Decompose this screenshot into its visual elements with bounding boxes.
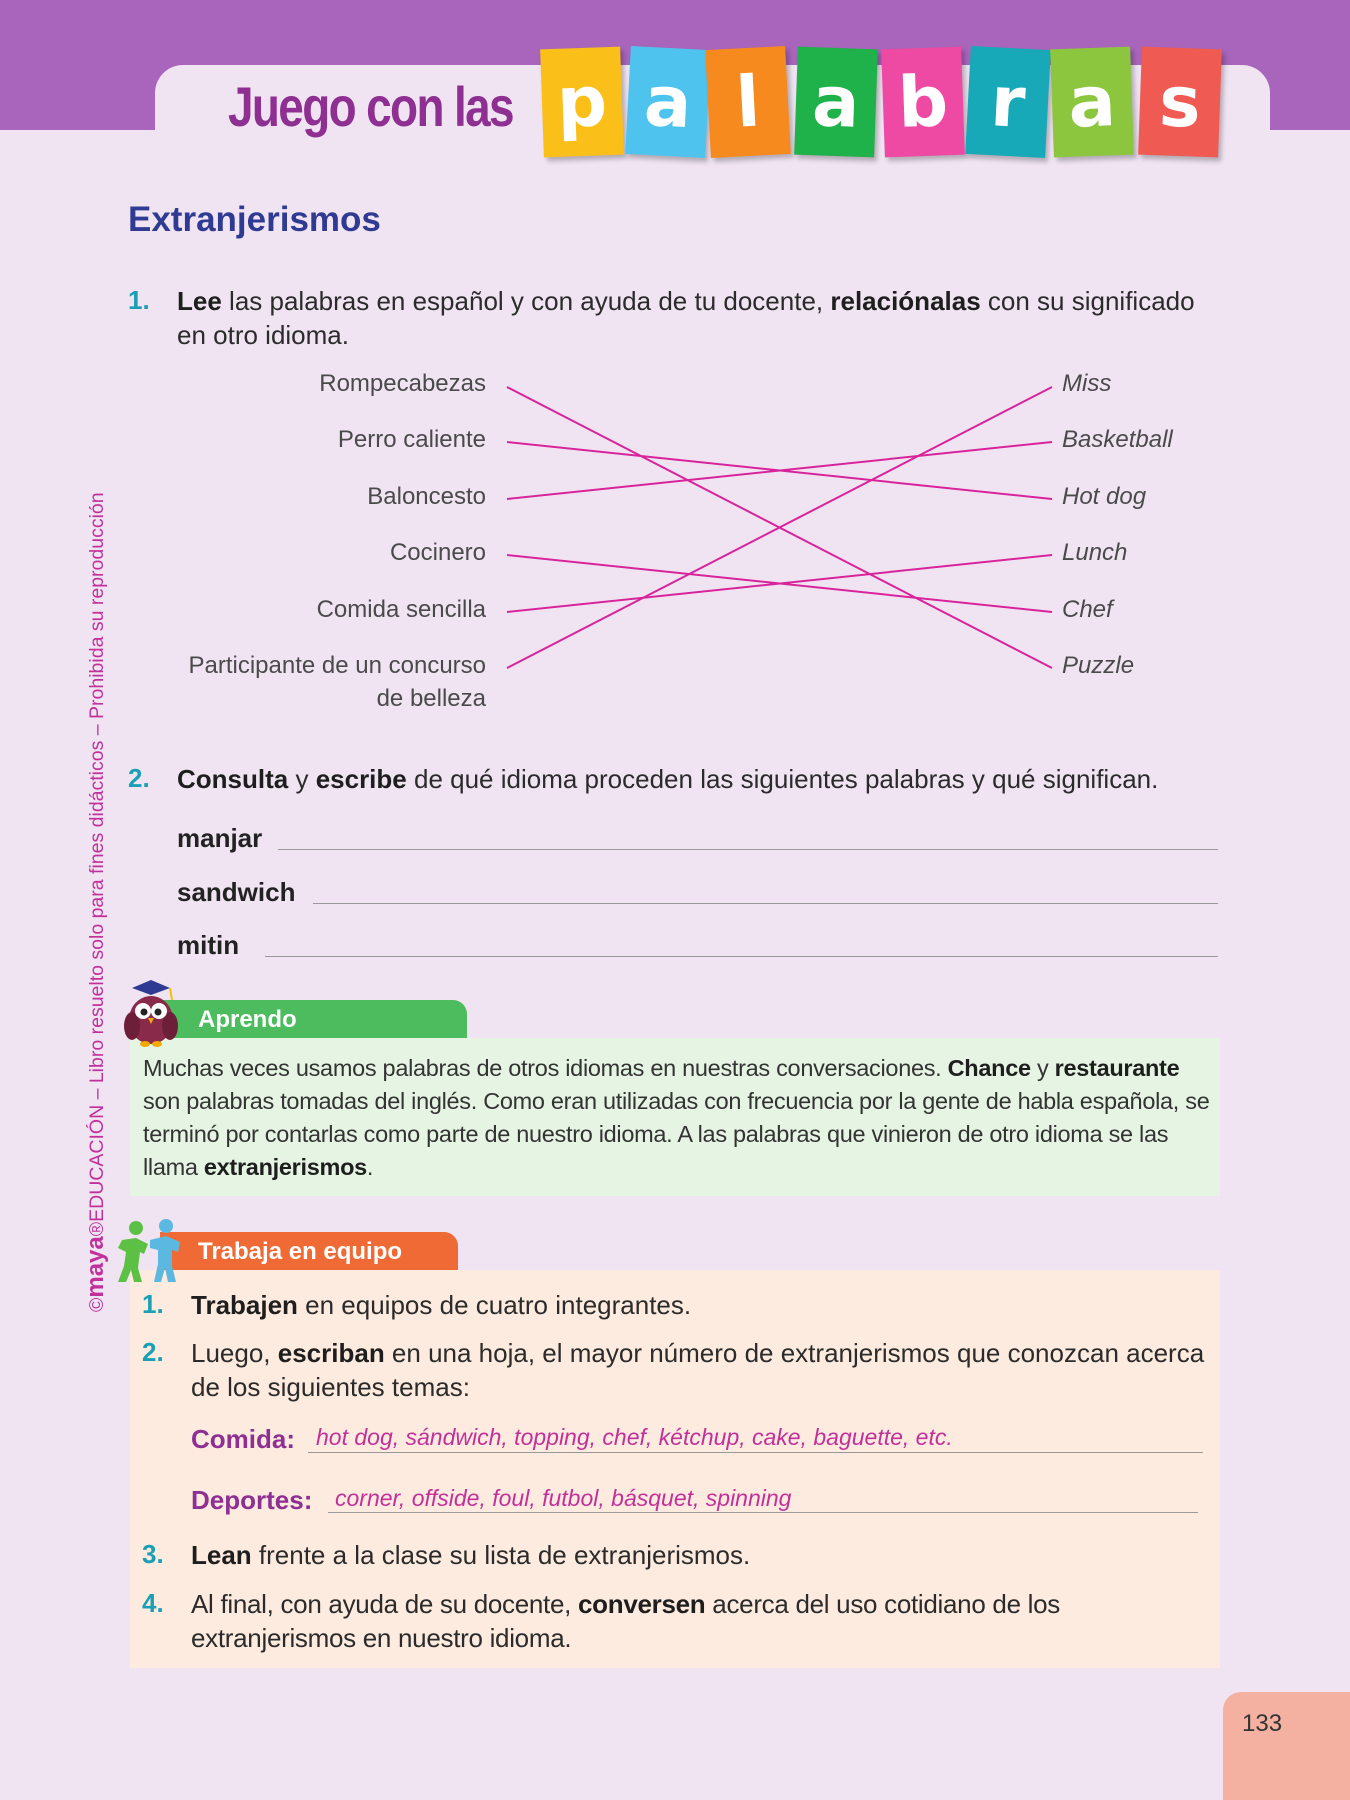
copyright-symbol: © bbox=[86, 1297, 108, 1312]
equipo-item-1 bbox=[191, 1288, 1211, 1322]
equipo-item-2-text: en una hoja, el mayor número de extranjerismos que conozcan acerca de los siguientes temas: bbox=[191, 1338, 1205, 1402]
equipo-item-2 bbox=[191, 1336, 1211, 1404]
equipo-item-2-verb: escriban bbox=[277, 1338, 385, 1368]
copyright-text: EDUCACIÓN – Libro resuelto solo para fines didácticos – Prohibida su reproducción bbox=[86, 492, 108, 1222]
equipo-item-1-verb: Trabajen bbox=[191, 1290, 298, 1320]
aprendo-bold-restaurante: restaurante bbox=[1054, 1055, 1180, 1081]
left-word: Rompecabezas bbox=[319, 370, 486, 397]
page-number: 133 bbox=[1242, 1710, 1283, 1737]
answer-line-mitin[interactable] bbox=[265, 956, 1218, 957]
left-word: Participante de un concurso bbox=[188, 652, 486, 679]
equipo-item-3-verb: Lean bbox=[191, 1540, 252, 1570]
left-word: Baloncesto bbox=[367, 483, 486, 510]
left-word: Perro caliente bbox=[337, 426, 486, 453]
q1-text-b: con su significado en otro idioma. bbox=[177, 286, 1195, 350]
aprendo-bold-extranjerismos: extranjerismos bbox=[203, 1154, 367, 1180]
right-word: Puzzle bbox=[1062, 652, 1135, 679]
answer-line-manjar[interactable] bbox=[278, 849, 1218, 850]
aprendo-text bbox=[143, 1052, 1213, 1184]
equipo-item-1-text: en equipos de cuatro integrantes. bbox=[297, 1290, 692, 1320]
q2-verb-consulta: Consulta bbox=[177, 764, 289, 794]
deportes-answer[interactable]: corner, offside, foul, futbol, básquet, spinning bbox=[335, 1485, 792, 1511]
aprendo-t2: y bbox=[1030, 1055, 1055, 1081]
q2-text-b: de qué idioma proceden las siguientes palabras y qué significan. bbox=[406, 764, 1159, 794]
page-title: Juego con las bbox=[228, 75, 513, 138]
title-tile-p: p bbox=[540, 47, 624, 158]
q1-verb-lee: Lee bbox=[177, 286, 222, 316]
left-word-continued: de belleza bbox=[376, 685, 486, 712]
right-word: Miss bbox=[1062, 370, 1112, 397]
aprendo-t3: son palabras tomadas del inglés. Como eran utilizadas con frecuencia por la gente de habla española, se terminó por contarlas como parte de nuestro idioma. A las palabras que vinieron de otro idioma se las llama bbox=[143, 1088, 1210, 1180]
equipo-item-3 bbox=[191, 1538, 1211, 1572]
left-word: Cocinero bbox=[389, 539, 486, 566]
q1-verb-relacionalas: relaciónalas bbox=[830, 286, 981, 316]
q2-number: 2. bbox=[128, 763, 150, 793]
aprendo-t1: Muchas veces usamos palabras de otros idiomas en nuestras conversaciones. bbox=[143, 1055, 948, 1081]
brand-name: maya bbox=[82, 1236, 109, 1298]
equipo-item-1-number: 1. bbox=[142, 1289, 164, 1319]
comida-answer-line bbox=[308, 1452, 1203, 1453]
deportes-label: Deportes: bbox=[191, 1485, 313, 1515]
word-manjar: manjar bbox=[177, 823, 263, 853]
equipo-tab-label: Trabaja en equipo bbox=[198, 1238, 403, 1265]
title-tile-r: r bbox=[965, 46, 1051, 158]
team-icon bbox=[104, 1218, 194, 1284]
equipo-item-4-number: 4. bbox=[142, 1588, 164, 1618]
title-tile-l: l bbox=[705, 46, 791, 158]
word-mitin: mitin bbox=[177, 930, 240, 960]
aprendo-tab bbox=[160, 1000, 467, 1038]
comida-answer[interactable]: hot dog, sándwich, topping, chef, kétchup, cake, baguette, etc. bbox=[316, 1424, 953, 1450]
aprendo-bold-chance: Chance bbox=[947, 1055, 1031, 1081]
right-word: Lunch bbox=[1062, 539, 1128, 566]
title-tile-a: a bbox=[1050, 47, 1134, 158]
q1-text-a: las palabras en español y con ayuda de tu docente, bbox=[221, 286, 831, 316]
section-title: Extranjerismos bbox=[128, 200, 381, 239]
equipo-tab bbox=[160, 1232, 458, 1270]
word-sandwich: sandwich bbox=[177, 877, 296, 907]
q1-number: 1. bbox=[128, 285, 150, 315]
equipo-item-4-verb: conversen bbox=[578, 1589, 706, 1619]
answer-line-sandwich[interactable] bbox=[313, 903, 1218, 904]
equipo-item-4 bbox=[191, 1587, 1211, 1655]
owl-icon bbox=[118, 978, 184, 1048]
comida-label: Comida: bbox=[191, 1424, 295, 1454]
aprendo-t4: . bbox=[366, 1154, 374, 1180]
q2-instruction bbox=[177, 762, 1227, 796]
copyright-sidebar bbox=[82, 492, 110, 1312]
title-tile-a: a bbox=[794, 47, 878, 158]
equipo-item-2-number: 2. bbox=[142, 1337, 164, 1367]
deportes-answer-line bbox=[328, 1512, 1198, 1513]
left-word: Comida sencilla bbox=[316, 596, 486, 623]
equipo-item-3-number: 3. bbox=[142, 1539, 164, 1569]
q2-verb-escribe: escribe bbox=[315, 764, 407, 794]
equipo-item-4-pre: Al final, con ayuda de su docente, bbox=[191, 1589, 578, 1619]
equipo-item-2-pre: Luego, bbox=[191, 1338, 278, 1368]
equipo-item-3-text: frente a la clase su lista de extranjerismos. bbox=[251, 1540, 751, 1570]
q2-text-a: y bbox=[288, 764, 316, 794]
right-word: Basketball bbox=[1062, 426, 1173, 453]
aprendo-tab-label: Aprendo bbox=[198, 1006, 297, 1033]
page-number-box bbox=[1223, 1692, 1350, 1800]
registered-symbol: ® bbox=[86, 1221, 108, 1237]
right-word: Hot dog bbox=[1062, 483, 1147, 510]
right-word: Chef bbox=[1062, 596, 1113, 623]
equipo-item-4-text: acerca del uso cotidiano de los extranjerismos en nuestro idioma. bbox=[191, 1589, 1061, 1653]
title-tile-b: b bbox=[881, 47, 965, 158]
title-tile-s: s bbox=[1138, 47, 1222, 158]
title-tile-a: a bbox=[625, 46, 711, 158]
